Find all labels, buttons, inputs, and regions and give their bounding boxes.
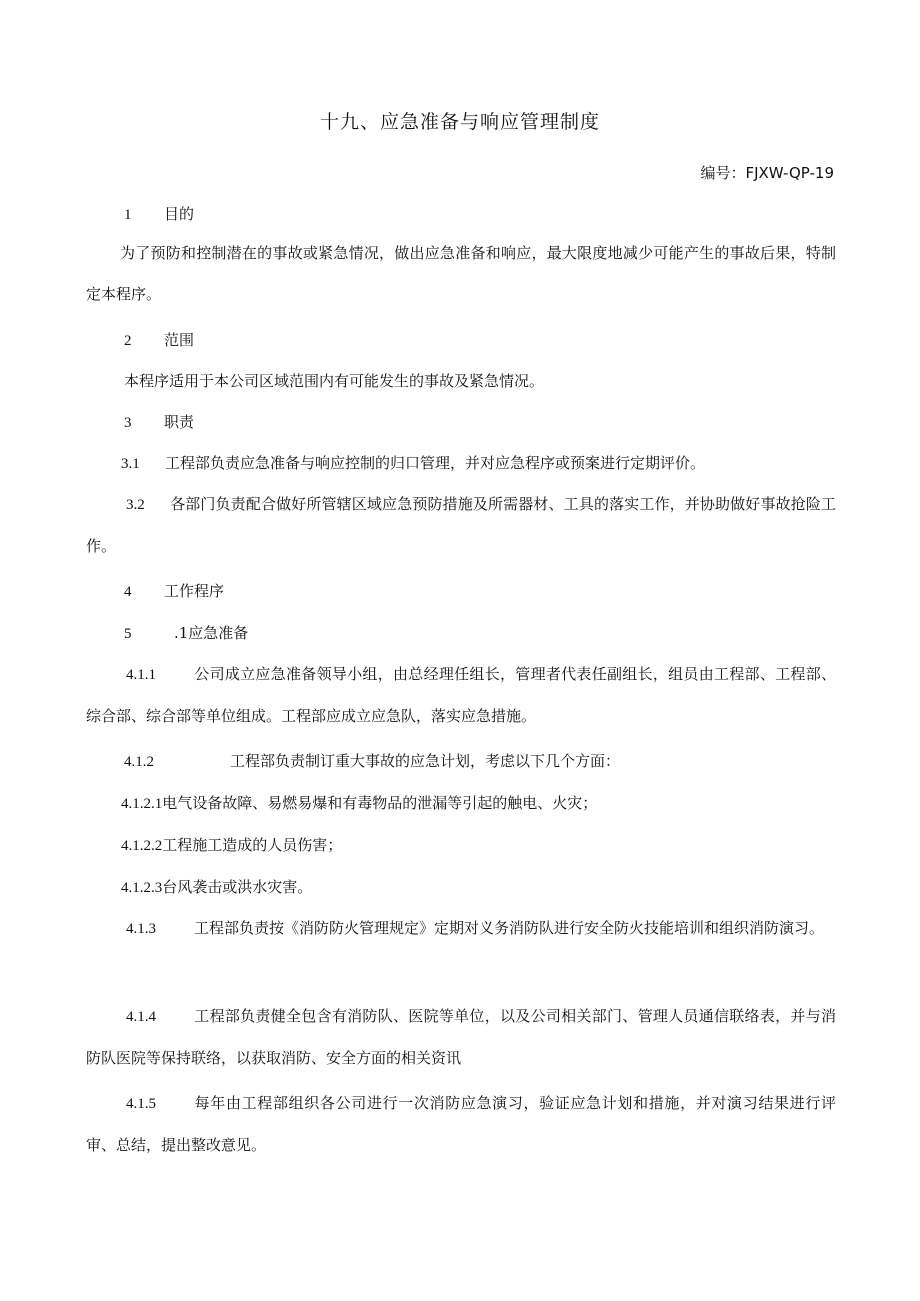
clause-number: 3.2 xyxy=(126,497,145,513)
clause-3-2 xyxy=(86,484,836,567)
clause-text: 工程部负责健全包含有消防队、医院等单位，以及公司相关部门、管理人员通信联络表，并与消防队医院等保持联络，以获取消防、安全方面的相关资讯 xyxy=(86,1007,836,1067)
clause-4-1-3 xyxy=(86,908,836,950)
document-number: 编号：FJXW-QP-19 xyxy=(700,164,834,182)
clause-number: 4.1.5 xyxy=(126,1096,156,1112)
clause-4-1-2-3 xyxy=(121,876,312,897)
clause-4-1-5 xyxy=(86,1083,836,1166)
clause-4-1-1 xyxy=(86,654,836,737)
clause-text: 工程施工造成的人员伤害； xyxy=(162,836,343,854)
clause-number: 4.1.3 xyxy=(126,921,156,937)
section-heading-procedure xyxy=(124,580,224,601)
section-title: 职责 xyxy=(164,413,195,431)
clause-number: 4.1.2.2 xyxy=(121,838,163,854)
section-number: 4 xyxy=(124,584,132,600)
purpose-paragraph: 为了预防和控制潜在的事故或紧急情况，做出应急准备和响应，最大限度地减少可能产生的事故后果，特制定本程序。 xyxy=(86,244,836,303)
section-number: 2 xyxy=(124,333,132,349)
clause-text: 各部门负责配合做好所管辖区域应急预防措施及所需器材、工具的落实工作，并协助做好事故抢险工作。 xyxy=(86,495,836,555)
clause-number: 3.1 xyxy=(121,456,140,472)
clause-text: 台风袭击或洪水灾害。 xyxy=(162,878,313,896)
clause-number: 4.1.2 xyxy=(124,754,154,770)
clause-text: 工程部负责按《消防防火管理规定》定期对义务消防队进行安全防火技能培训和组织消防演习。 xyxy=(194,919,825,937)
scope-paragraph: 本程序适用于本公司区域范围内有可能发生的事故及紧急情况。 xyxy=(124,372,545,390)
clause-4-1-2 xyxy=(124,750,620,771)
clause-number: 4.1.2.1 xyxy=(121,796,163,812)
clause-text: 每年由工程部组织各公司进行一次消防应急演习，验证应急计划和措施，并对演习结果进行评审、总结，提出整改意见。 xyxy=(86,1094,836,1154)
clause-3-1 xyxy=(121,452,705,473)
section-number: 5 xyxy=(124,626,132,642)
section-title: 范围 xyxy=(164,331,195,349)
clause-number: 4.1.4 xyxy=(126,1009,156,1025)
section-heading-responsibilities xyxy=(124,411,194,432)
clause-number: 4.1.2.3 xyxy=(121,880,163,896)
clause-4-1-2-1 xyxy=(121,792,597,813)
clause-text: 工程部负责应急准备与响应控制的归口管理，并对应急程序或预案进行定期评价。 xyxy=(165,454,706,472)
document-title: 十九、应急准备与响应管理制度 xyxy=(319,111,600,133)
section-number: 3 xyxy=(124,415,132,431)
section-heading-scope xyxy=(124,329,194,350)
clause-text: 公司成立应急准备领导小组，由总经理任组长，管理者代表任副组长，组员由工程部、工程部、综合部、综合部等单位组成。工程部应成立应急队，落实应急措施。 xyxy=(86,665,836,725)
clause-text: 工程部负责制订重大事故的应急计划，考虑以下几个方面： xyxy=(230,752,621,770)
clause-4-1-4 xyxy=(86,996,836,1079)
subsection-heading-emergency-preparation xyxy=(124,622,248,643)
clause-4-1-2-2 xyxy=(121,834,342,855)
section-title: 工作程序 xyxy=(164,582,225,600)
section-title: .1应急准备 xyxy=(174,624,249,642)
clause-text: 电气设备故障、易燃易爆和有毒物品的泄漏等引起的触电、火灾； xyxy=(162,794,598,812)
section-number: 1 xyxy=(124,207,132,223)
clause-number: 4.1.1 xyxy=(126,667,156,683)
section-heading-purpose xyxy=(124,203,194,224)
section-title: 目的 xyxy=(164,205,195,223)
